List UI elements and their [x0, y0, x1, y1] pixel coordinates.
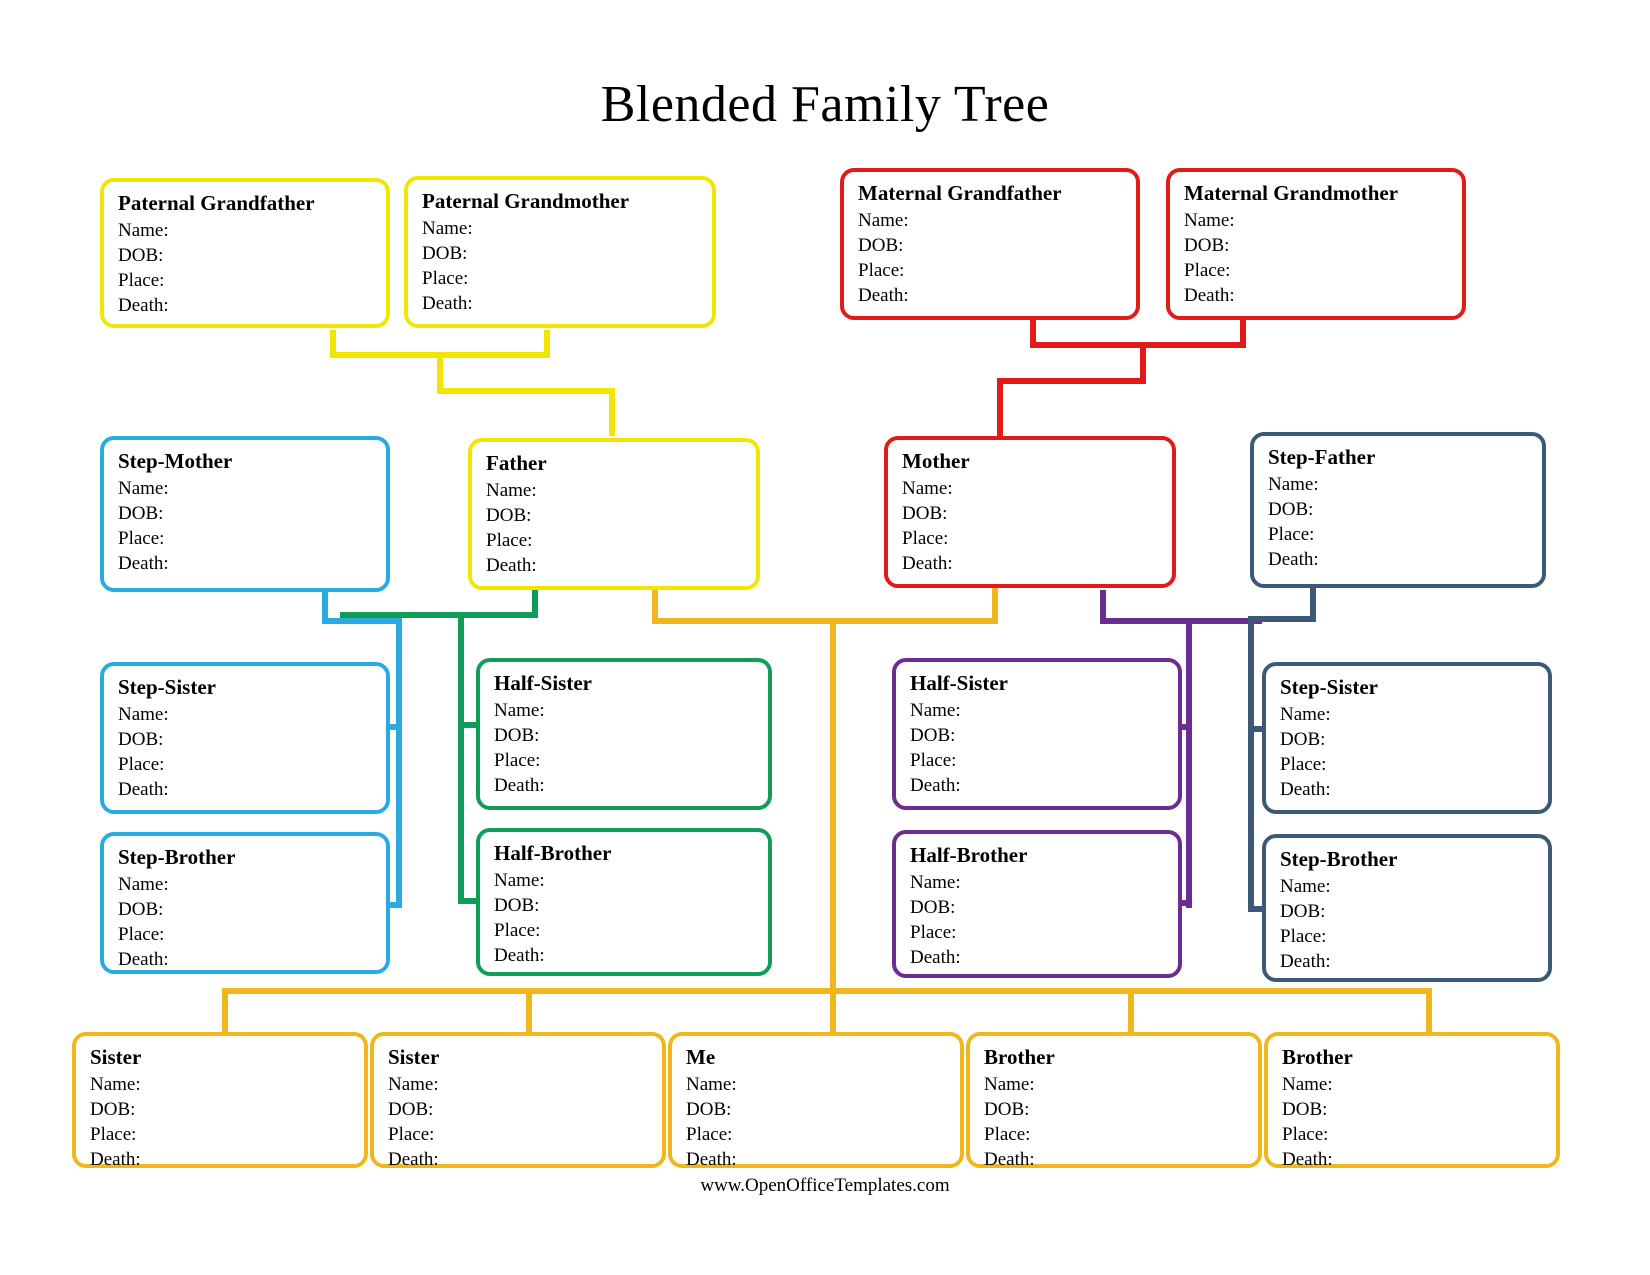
field-place-label: Place: — [118, 270, 165, 291]
node-step-sister-left[interactable] — [100, 662, 390, 814]
connector-purple-bar — [1100, 618, 1262, 624]
connector-me-in — [830, 988, 836, 1034]
field-death-label: Death: — [902, 553, 953, 574]
field-place-label: Place: — [984, 1124, 1031, 1145]
connector-parents-union-bar — [652, 618, 998, 624]
field-dob-label: DOB: — [910, 725, 956, 746]
field-name-label: Name: — [984, 1074, 1035, 1095]
field-name-label: Name: — [910, 872, 961, 893]
node-title: Half-Sister — [910, 671, 1008, 695]
field-dob-label: DOB: — [422, 243, 468, 264]
field-death-label: Death: — [858, 285, 909, 306]
node-paternal-grandfather[interactable] — [100, 178, 390, 328]
node-me[interactable] — [668, 1032, 964, 1168]
field-dob-label: DOB: — [686, 1099, 732, 1120]
field-name-label: Name: — [118, 478, 169, 499]
field-dob-label: DOB: — [1282, 1099, 1328, 1120]
field-dob-label: DOB: — [494, 725, 540, 746]
field-name-label: Name: — [858, 210, 909, 231]
node-title: Step-Brother — [118, 845, 236, 869]
field-death-label: Death: — [118, 779, 169, 800]
connector-children-drop — [830, 618, 836, 994]
field-name-label: Name: — [118, 220, 169, 241]
node-title: Paternal Grandfather — [118, 191, 315, 215]
field-place-label: Place: — [1280, 754, 1327, 775]
node-title: Mother — [902, 449, 970, 473]
node-title: Sister — [90, 1045, 142, 1069]
node-half-sister-right[interactable] — [892, 658, 1182, 810]
field-place-label: Place: — [1282, 1124, 1329, 1145]
field-dob-label: DOB: — [118, 245, 164, 266]
field-dob-label: DOB: — [984, 1099, 1030, 1120]
field-death-label: Death: — [1280, 951, 1331, 972]
connector-steel-bar — [1248, 616, 1316, 622]
field-name-label: Name: — [1280, 704, 1331, 725]
field-death-label: Death: — [984, 1149, 1035, 1170]
field-name-label: Name: — [686, 1074, 737, 1095]
node-step-father[interactable] — [1250, 432, 1546, 588]
connector-maternal-to-mother-bar — [997, 378, 1146, 384]
node-sister-1[interactable] — [72, 1032, 368, 1168]
field-name-label: Name: — [118, 704, 169, 725]
node-title: Step-Sister — [118, 675, 216, 699]
field-place-label: Place: — [118, 528, 165, 549]
field-death-label: Death: — [494, 775, 545, 796]
connector-brother-1-in — [1128, 988, 1134, 1034]
field-death-label: Death: — [118, 295, 169, 316]
connector-green-left-bar — [340, 612, 538, 618]
field-dob-label: DOB: — [1268, 499, 1314, 520]
field-death-label: Death: — [90, 1149, 141, 1170]
field-place-label: Place: — [422, 268, 469, 289]
field-name-label: Name: — [910, 700, 961, 721]
field-name-label: Name: — [1280, 876, 1331, 897]
field-place-label: Place: — [902, 528, 949, 549]
field-dob-label: DOB: — [910, 897, 956, 918]
field-dob-label: DOB: — [90, 1099, 136, 1120]
field-name-label: Name: — [388, 1074, 439, 1095]
field-place-label: Place: — [910, 922, 957, 943]
field-dob-label: DOB: — [902, 503, 948, 524]
connector-mother-in — [997, 378, 1003, 436]
field-place-label: Place: — [90, 1124, 137, 1145]
field-dob-label: DOB: — [494, 895, 540, 916]
connector-sister-2-in — [526, 988, 532, 1034]
field-dob-label: DOB: — [1184, 235, 1230, 256]
field-place-label: Place: — [486, 530, 533, 551]
node-step-brother-right[interactable] — [1262, 834, 1552, 982]
field-place-label: Place: — [910, 750, 957, 771]
node-brother-2[interactable] — [1264, 1032, 1560, 1168]
field-death-label: Death: — [1268, 549, 1319, 570]
field-death-label: Death: — [1184, 285, 1235, 306]
node-title: Maternal Grandmother — [1184, 181, 1399, 205]
node-father[interactable] — [468, 438, 760, 590]
node-title: Half-Brother — [494, 841, 612, 865]
node-title: Step-Sister — [1280, 675, 1378, 699]
node-paternal-grandmother[interactable] — [404, 176, 716, 328]
connector-brother-2-in — [1426, 988, 1432, 1034]
field-death-label: Death: — [388, 1149, 439, 1170]
connector-stepmother-right-bar — [322, 618, 402, 624]
field-name-label: Name: — [1268, 474, 1319, 495]
connector-children-bar — [222, 988, 1432, 994]
node-maternal-grandmother[interactable] — [1166, 168, 1466, 320]
node-title: Me — [686, 1045, 716, 1069]
field-place-label: Place: — [118, 754, 165, 775]
node-step-mother[interactable] — [100, 436, 390, 592]
field-dob-label: DOB: — [858, 235, 904, 256]
field-place-label: Place: — [686, 1124, 733, 1145]
field-dob-label: DOB: — [486, 505, 532, 526]
field-name-label: Name: — [90, 1074, 141, 1095]
field-name-label: Name: — [422, 218, 473, 239]
field-dob-label: DOB: — [118, 503, 164, 524]
field-death-label: Death: — [422, 293, 473, 314]
field-dob-label: DOB: — [118, 899, 164, 920]
node-half-brother-right[interactable] — [892, 830, 1182, 978]
node-title: Half-Brother — [910, 843, 1028, 867]
field-name-label: Name: — [494, 700, 545, 721]
node-title: Step-Father — [1268, 445, 1376, 469]
connector-maternal-couple-bar — [1030, 342, 1246, 348]
node-title: Brother — [984, 1045, 1055, 1069]
field-death-label: Death: — [486, 555, 537, 576]
node-mother[interactable] — [884, 436, 1176, 588]
footer-link[interactable]: www.OpenOfficeTemplates.com — [700, 1175, 950, 1196]
field-death-label: Death: — [686, 1149, 737, 1170]
field-name-label: Name: — [494, 870, 545, 891]
node-title: Brother — [1282, 1045, 1353, 1069]
field-name-label: Name: — [1282, 1074, 1333, 1095]
node-maternal-grandfather[interactable] — [840, 168, 1140, 320]
node-title: Sister — [388, 1045, 440, 1069]
field-place-label: Place: — [858, 260, 905, 281]
field-death-label: Death: — [1280, 779, 1331, 800]
field-death-label: Death: — [118, 553, 169, 574]
node-step-sister-right[interactable] — [1262, 662, 1552, 814]
node-step-brother-left[interactable] — [100, 832, 390, 974]
field-death-label: Death: — [494, 945, 545, 966]
node-title: Paternal Grandmother — [422, 189, 630, 213]
node-title: Father — [486, 451, 547, 475]
page-title: Blended Family Tree — [600, 76, 1050, 133]
node-title: Maternal Grandfather — [858, 181, 1062, 205]
node-brother-1[interactable] — [966, 1032, 1262, 1168]
connector-purple-spine — [1186, 618, 1192, 908]
field-place-label: Place: — [1268, 524, 1315, 545]
connector-steel-spine — [1248, 616, 1254, 910]
field-name-label: Name: — [486, 480, 537, 501]
connector-green-spine — [458, 612, 464, 904]
connector-paternal-to-father-bar — [437, 388, 615, 394]
node-sister-2[interactable] — [370, 1032, 666, 1168]
field-dob-label: DOB: — [388, 1099, 434, 1120]
field-place-label: Place: — [1280, 926, 1327, 947]
connector-sister-1-in — [222, 988, 228, 1034]
field-death-label: Death: — [910, 947, 961, 968]
field-name-label: Name: — [1184, 210, 1235, 231]
connector-stepchildren-left-spine — [396, 618, 402, 908]
field-dob-label: DOB: — [118, 729, 164, 750]
field-place-label: Place: — [118, 924, 165, 945]
field-dob-label: DOB: — [1280, 729, 1326, 750]
field-death-label: Death: — [1282, 1149, 1333, 1170]
field-place-label: Place: — [388, 1124, 435, 1145]
field-dob-label: DOB: — [1280, 901, 1326, 922]
field-place-label: Place: — [494, 750, 541, 771]
field-name-label: Name: — [118, 874, 169, 895]
node-title: Step-Brother — [1280, 847, 1398, 871]
field-place-label: Place: — [494, 920, 541, 941]
connector-father-in — [609, 388, 615, 436]
node-half-sister-left[interactable] — [476, 658, 772, 810]
field-name-label: Name: — [902, 478, 953, 499]
field-place-label: Place: — [1184, 260, 1231, 281]
field-death-label: Death: — [118, 949, 169, 970]
node-title: Step-Mother — [118, 449, 233, 473]
node-half-brother-left[interactable] — [476, 828, 772, 976]
node-title: Half-Sister — [494, 671, 592, 695]
field-death-label: Death: — [910, 775, 961, 796]
